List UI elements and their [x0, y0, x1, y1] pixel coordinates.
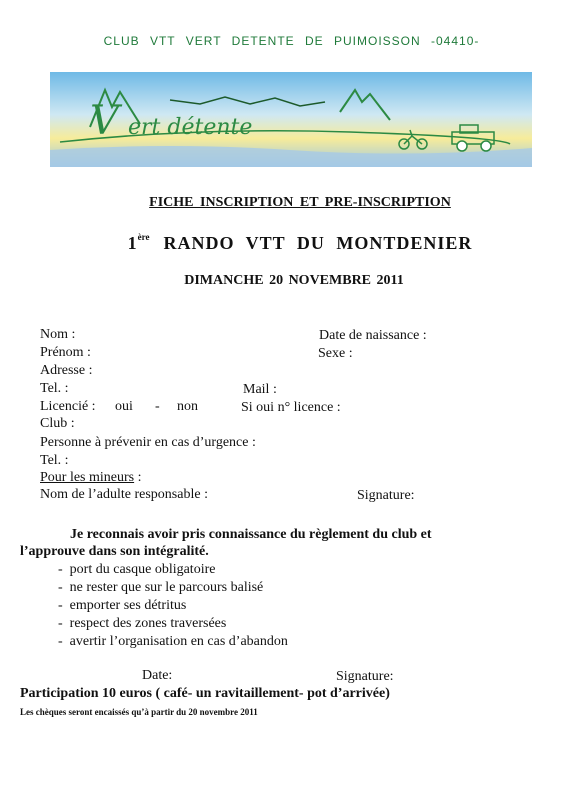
licencie-label: Licencié :	[40, 399, 96, 414]
adresse-label: Adresse :	[40, 363, 93, 378]
rando-superscript: ère	[137, 232, 150, 242]
adulte-label: Nom de l’adulte responsable :	[40, 487, 208, 502]
prenom-label: Prénom :	[40, 345, 91, 360]
rules-list	[58, 561, 288, 651]
notice-line-1: Je reconnais avoir pris connaissance du règlement du club et	[70, 527, 432, 542]
licencie-oui: oui	[115, 399, 133, 414]
rule-item: - respect des zones traversées	[58, 615, 288, 633]
mineurs-label: Pour les mineurs	[40, 470, 135, 485]
mail-label: Mail :	[243, 382, 277, 397]
notice-line-2: l’approuve dans son intégralité.	[20, 544, 209, 559]
mineurs-heading	[40, 470, 142, 486]
mineurs-colon: :	[134, 470, 142, 485]
event-date: DIMANCHE 20 NOVEMBRE 2011	[184, 273, 404, 288]
tel-label: Tel. :	[40, 381, 69, 396]
rando-name: RANDO VTT DU MONTDENIER	[163, 233, 473, 253]
cheques-note: Les chèques seront encaissés qu’à partir du 20 novembre 2011	[20, 707, 258, 717]
nom-label: Nom :	[40, 327, 76, 342]
banner-logo-text: ert détente	[128, 115, 253, 140]
date-naissance-label: Date de naissance :	[319, 328, 427, 343]
rule-item: - avertir l’organisation en cas d’abandon	[58, 633, 288, 651]
footer-date-label: Date:	[142, 668, 173, 683]
licence-number-label: Si oui n° licence :	[241, 400, 341, 415]
club-label: Club :	[40, 416, 75, 431]
participation-line: Participation 10 euros ( café- un ravitaillement- pot d’arrivée)	[20, 686, 390, 701]
vert-detente-banner	[50, 72, 532, 167]
rule-item: - ne rester que sur le parcours balisé	[58, 579, 288, 597]
banner-image	[50, 72, 532, 167]
licencie-dash: -	[155, 399, 160, 414]
banner-logo-v: V	[90, 98, 119, 144]
rule-item: - port du casque obligatoire	[58, 561, 288, 579]
rando-title	[0, 232, 583, 254]
fiche-title: FICHE INSCRIPTION ET PRE-INSCRIPTION	[149, 195, 451, 210]
club-header: CLUB VTT VERT DETENTE DE PUIMOISSON -04410-	[103, 34, 480, 48]
footer-signature-label: Signature:	[336, 669, 394, 684]
rule-item: - emporter ses détritus	[58, 597, 288, 615]
signature-label: Signature:	[357, 488, 415, 503]
sexe-label: Sexe :	[318, 346, 353, 361]
urgence-label: Personne à prévenir en cas d’urgence :	[40, 435, 256, 450]
licencie-non: non	[177, 399, 198, 414]
tel-urgence-label: Tel. :	[40, 453, 69, 468]
rando-number: 1	[127, 233, 138, 253]
